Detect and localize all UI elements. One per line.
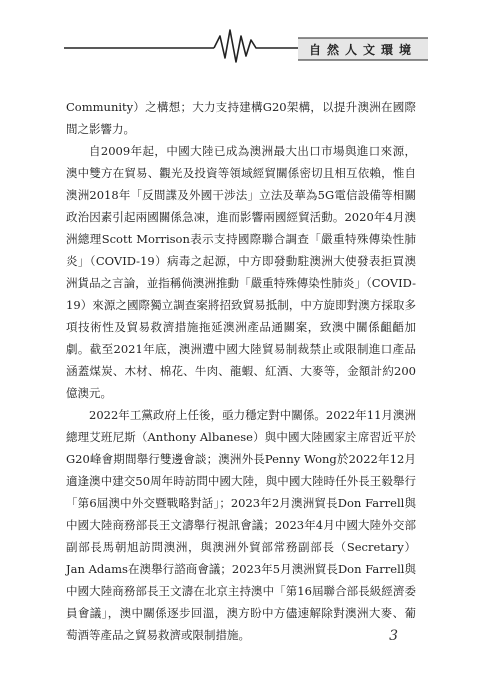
section-title: 自然人文環境 [308,42,417,57]
page-header [0,0,480,70]
paragraph: 2022年工黨政府上任後，亟力穩定對中關係。2022年11月澳洲總理艾班尼斯（Anthony Albanese）與中國大陸國家主席習近平於G20峰會期間舉行雙邊會談；澳洲外長Penny Wong於2022年12月適逢澳中建交50周年時訪問中國大陸，與中國大陸時任外長王毅舉行「第6屆澳中外交暨戰略對話」；2023年2月澳洲貿長Don Farrell與中國大陸商務部長王文濤舉行視訊會議；2023年4月中國大陸外交部副部長馬朝旭訪問澳洲，與澳洲外貿部常務副部長（Secretary）Jan Adams在澳舉行諮商會議；2023年5月澳洲貿長Don Farrell與中國大陸商務部長王文濤在北京主持澳中「第16屆聯合部長級經濟委員會議」，澳中關係逐步回溫，澳方盼中方儘速解除對澳洲大麥、葡萄酒等產品之貿易救濟或限制措施。 [66,408,416,642]
body-text [66,96,416,646]
paragraph: 自2009年起，中國大陸已成為澳洲最大出口市場與進口來源，澳中雙方在貿易、觀光及投資等領域經貿關係密切且相互依賴，惟自澳洲2018年「反間諜及外國干涉法」立法及華為5G電信設備等相關政治因素引起兩國關係急凍，進而影響兩國經貿活動。2020年4月澳洲總理Scott Morrison表示支持國際聯合調查「嚴重特殊傳染性肺炎」（COVID-19）病毒之起源，中方即發動駐澳洲大使發表拒買澳洲貨品之言論，並指稱倘澳洲推動「嚴重特殊傳染性肺炎」（COVID-19）來源之國際獨立調查案將招致貿易抵制，中方旋即對澳方採取多項技術性及貿易救濟措施拖延澳洲產品通關案，致澳中關係齟齬加劇。截至2021年底，澳洲遭中國大陸貿易制裁禁止或限制進口產品涵蓋煤炭、木材、棉花、牛肉、龍蝦、紅酒、大麥等，金額計約200億澳元。 [66,144,416,400]
paragraph-continued: Community）之構想；大力支持建構G20架構，以提升澳洲在國際間之影響力。 [66,100,416,136]
page-number: 3 [389,628,398,644]
